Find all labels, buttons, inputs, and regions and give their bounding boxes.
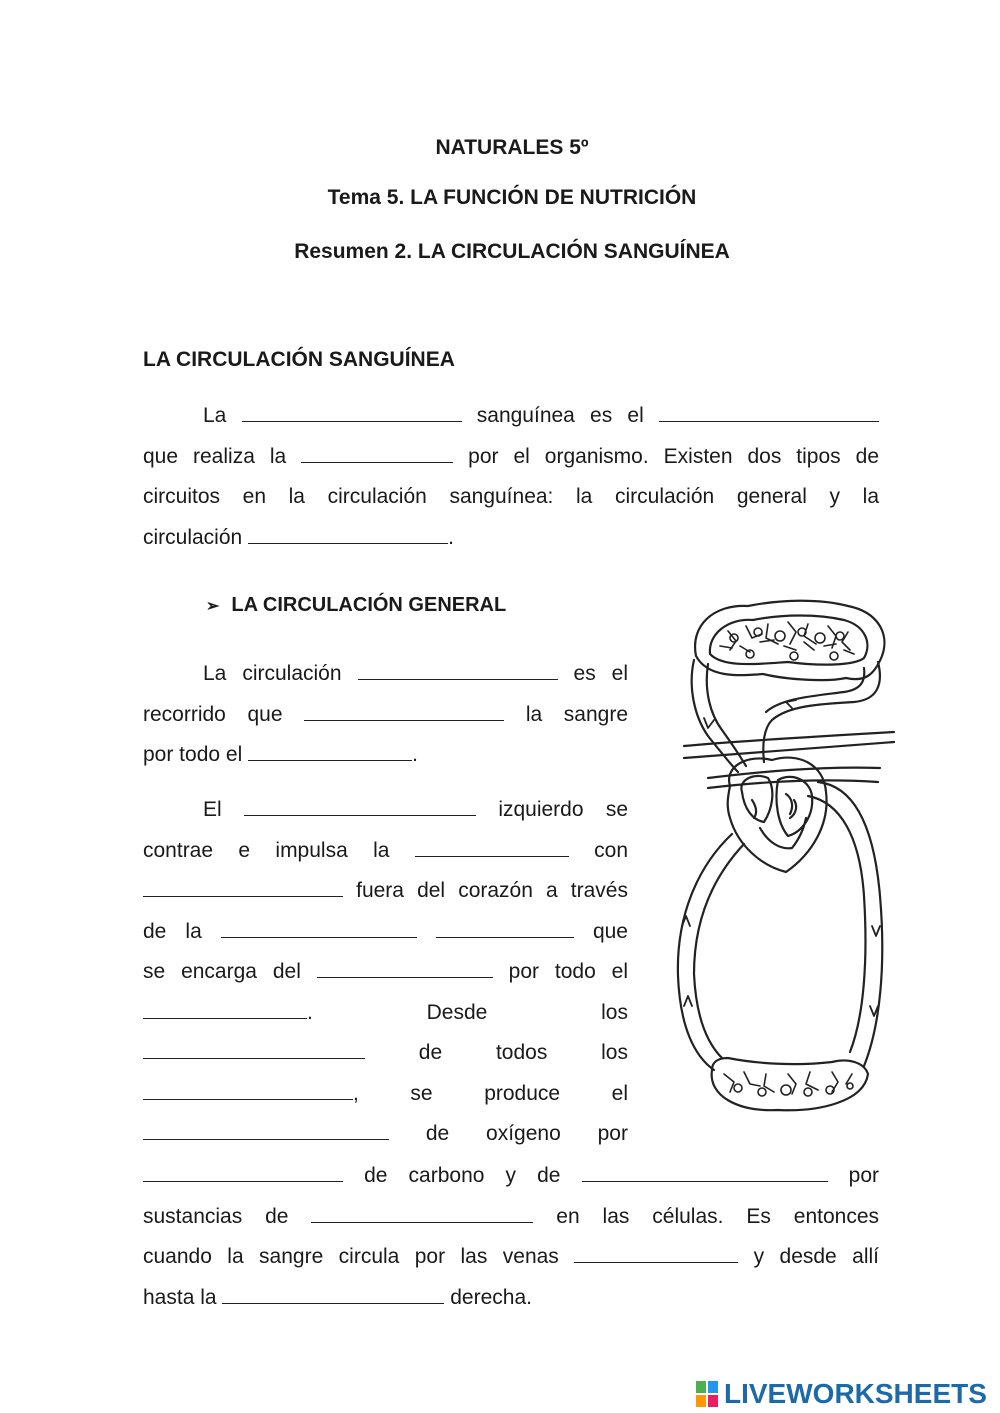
summary-title: Resumen 2. LA CIRCULACIÓN SANGUÍNEA bbox=[294, 240, 730, 263]
blank[interactable] bbox=[143, 1083, 353, 1100]
paragraph-general-3: de carbono y de por sustancias de en las células. Es entonces cuando la sangre circula por las venas y desde allí hasta la derecha. bbox=[143, 1164, 879, 1309]
liveworksheets-logo-icon bbox=[696, 1381, 718, 1407]
blank[interactable] bbox=[143, 1042, 365, 1059]
blank[interactable] bbox=[415, 840, 569, 857]
paragraph-intro: La sanguínea es el que realiza la por el organismo. Existen dos tipos de circuitos en la circulación sanguínea: la circulación general y la circulación . bbox=[143, 404, 879, 549]
blank[interactable] bbox=[143, 880, 343, 897]
blank[interactable] bbox=[248, 744, 412, 761]
circulatory-system-diagram bbox=[668, 596, 900, 1126]
blank[interactable] bbox=[358, 663, 558, 680]
blank[interactable] bbox=[311, 1206, 533, 1223]
blank[interactable] bbox=[436, 921, 574, 938]
section-heading: LA CIRCULACIÓN SANGUÍNEA bbox=[143, 348, 455, 371]
blank[interactable] bbox=[242, 405, 462, 422]
subject-title: NATURALES 5º bbox=[435, 136, 589, 159]
paragraph-general-1: La circulación es el recorrido que la sangre por todo el . bbox=[143, 662, 629, 766]
blank[interactable] bbox=[221, 921, 417, 938]
paragraph-general-2: El izquierdo se contrae e impulsa la con fuera del corazón a través de la que se encarga del por todo el . Desde los de todos los , se produce el de oxígeno por bbox=[143, 798, 629, 1145]
blank[interactable] bbox=[574, 1246, 738, 1263]
blank[interactable] bbox=[317, 961, 493, 978]
blank[interactable] bbox=[582, 1165, 828, 1182]
blank[interactable] bbox=[222, 1287, 444, 1304]
blank[interactable] bbox=[304, 704, 504, 721]
footer-brand-text: LIVEWORKSHEETS bbox=[724, 1378, 987, 1409]
blank[interactable] bbox=[659, 405, 879, 422]
topic-title: Tema 5. LA FUNCIÓN DE NUTRICIÓN bbox=[327, 186, 697, 209]
blank[interactable] bbox=[301, 446, 453, 463]
blank[interactable] bbox=[244, 799, 476, 816]
subsection-heading: ➢ LA CIRCULACIÓN GENERAL bbox=[206, 594, 507, 616]
blank[interactable] bbox=[143, 1165, 343, 1182]
arrow-bullet-icon: ➢ bbox=[206, 598, 220, 615]
blank[interactable] bbox=[248, 527, 448, 544]
blank[interactable] bbox=[143, 1002, 307, 1019]
blank[interactable] bbox=[143, 1123, 389, 1140]
